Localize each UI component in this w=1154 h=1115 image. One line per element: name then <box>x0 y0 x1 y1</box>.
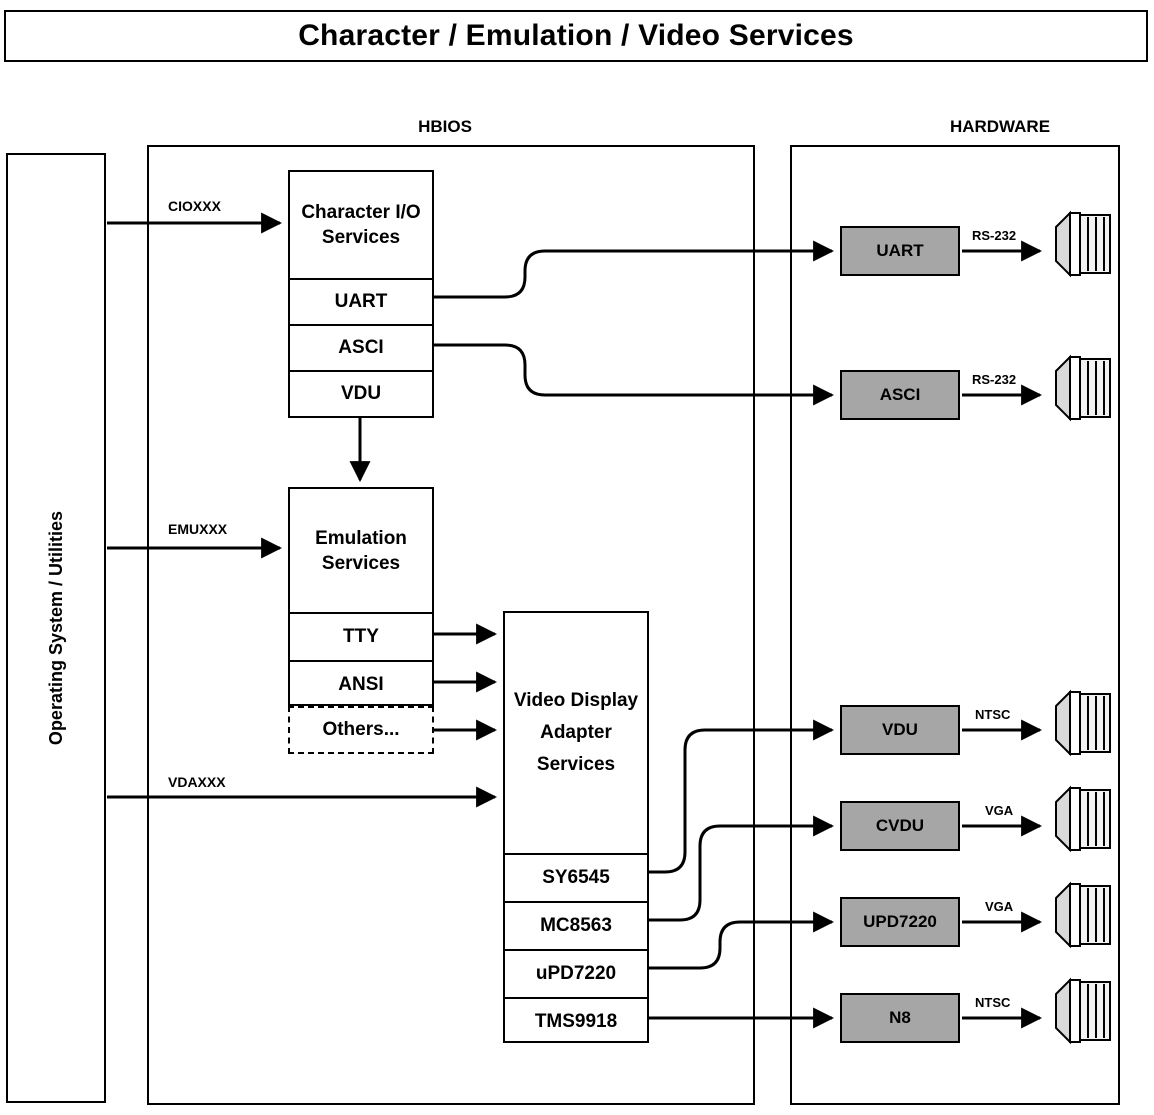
hardware-box-vdu[interactable]: VDU <box>840 705 960 755</box>
signal-label-cvdu: VGA <box>985 803 1014 818</box>
character-io-row-vdu[interactable]: VDU <box>290 370 432 416</box>
emulation-title: Emulation Services <box>315 527 407 574</box>
vda-row-upd7220[interactable]: uPD7220 <box>505 949 647 997</box>
emulation-row-tty[interactable]: TTY <box>290 612 432 660</box>
hardware-panel <box>790 145 1120 1105</box>
character-io-services <box>288 170 434 418</box>
emulation-row-ansi[interactable]: ANSI <box>290 660 432 708</box>
character-io-row-uart[interactable]: UART <box>290 278 432 324</box>
api-label-emuxxx: EMUXXX <box>168 521 228 537</box>
hardware-box-cvdu[interactable]: CVDU <box>840 801 960 851</box>
hbios-panel <box>147 145 755 1105</box>
signal-label-asci: RS-232 <box>972 372 1017 387</box>
vda-services <box>503 611 649 1043</box>
hardware-box-uart[interactable]: UART <box>840 226 960 276</box>
diagram-title-text: Character / Emulation / Video Services <box>298 19 854 52</box>
hbios-group-label: HBIOS <box>418 117 472 136</box>
character-io-title: Character I/O Services <box>301 202 421 248</box>
hardware-box-asci[interactable]: ASCI <box>840 370 960 420</box>
vda-row-tms9918[interactable]: TMS9918 <box>505 997 647 1045</box>
character-io-row-asci[interactable]: ASCI <box>290 324 432 370</box>
api-label-cioxxx: CIOXXX <box>168 198 221 214</box>
os-utilities-label: Operating System / Utilities <box>45 510 66 746</box>
hardware-group-label: HARDWARE <box>949 117 1051 136</box>
hardware-box-n8[interactable]: N8 <box>840 993 960 1043</box>
emulation-services <box>288 487 434 706</box>
signal-label-vdu: NTSC <box>975 707 1011 722</box>
vda-row-sy6545[interactable]: SY6545 <box>505 853 647 901</box>
os-utilities-column <box>6 153 106 1103</box>
signal-label-uart: RS-232 <box>972 228 1017 243</box>
signal-label-n8: NTSC <box>975 995 1011 1010</box>
vda-title: Video Display Adapter Services <box>513 690 639 775</box>
vda-row-mc8563[interactable]: MC8563 <box>505 901 647 949</box>
hardware-box-upd7220[interactable]: UPD7220 <box>840 897 960 947</box>
diagram-title <box>4 10 1148 62</box>
api-label-vdaxxx: VDAXXX <box>168 774 226 790</box>
signal-label-upd7220: VGA <box>985 899 1014 914</box>
emulation-row-others[interactable]: Others... <box>288 706 434 754</box>
